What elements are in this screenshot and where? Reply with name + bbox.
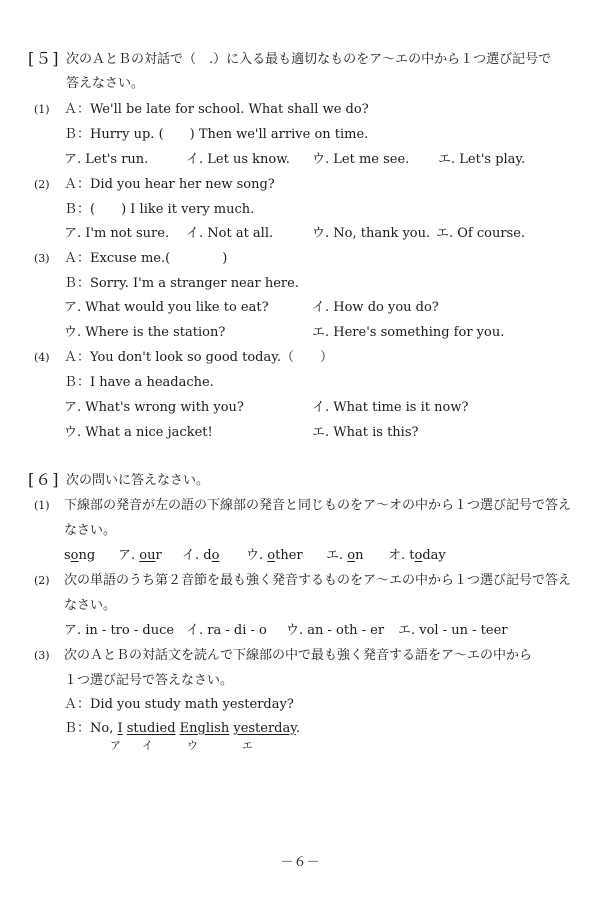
option: イ. ra - di - o <box>186 623 267 638</box>
question-number: (4) <box>34 351 50 364</box>
question-number: (2) <box>34 574 50 587</box>
dialogue-line-a: Ａ：Did you hear her new song? <box>64 177 275 192</box>
option: ウ. What a nice jacket! <box>64 425 213 440</box>
option: ウ. Let me see. <box>312 152 410 167</box>
dialogue-line-a: Ａ：Excuse me.( ) <box>64 251 228 266</box>
dialogue-line-b: Ｂ：Sorry. I'm a stranger near here. <box>64 276 299 291</box>
target-word: song <box>64 548 96 563</box>
question-number: (3) <box>34 252 50 265</box>
section5-instruction: 次のＡとＢの対話で（ .）に入る最も適切なものをア～エの中から１つ選び記号で <box>66 52 552 67</box>
option: エ. Here's something for you. <box>312 325 505 340</box>
question-text: 次の単語のうち第２音節を最も強く発音するものをア～エの中から１つ選び記号で答え <box>64 573 572 588</box>
word-yesterday: yesterday <box>233 721 296 736</box>
question-number: (3) <box>34 649 50 662</box>
section6-number: [６] <box>28 470 60 489</box>
question-text-cont: なさい。 <box>64 598 117 613</box>
dialogue-line-a: Ａ：We'll be late for school. What shall we do? <box>64 102 369 117</box>
kana-label: エ <box>242 739 253 752</box>
section6-instruction: 次の問いに答えなさい。 <box>66 473 210 488</box>
option: ウ. No, thank you. <box>312 226 431 241</box>
section5-number: [５] <box>28 49 60 68</box>
option: イ. Let us know. <box>186 152 290 167</box>
question-number: (1) <box>34 103 50 116</box>
dialogue-line-b: Ｂ：Hurry up. ( ) Then we'll arrive on time. <box>64 127 369 142</box>
option: ウ. an - oth - er <box>286 623 385 638</box>
question-text: 下線部の発音が左の語の下線部の発音と同じものをア～オの中から１つ選び記号で答え <box>64 498 572 513</box>
word-english: English <box>179 721 230 736</box>
question-number: (1) <box>34 499 50 512</box>
option: エ. Let's play. <box>438 152 526 167</box>
option: ア. our <box>118 548 162 563</box>
dialogue-line-b: Ｂ：I have a headache. <box>64 375 214 390</box>
option: エ. on <box>326 548 364 563</box>
option: エ. Of course. <box>436 226 526 241</box>
question-number: (2) <box>34 178 50 191</box>
question-text-cont: なさい。 <box>64 523 117 538</box>
page-number: －６－ <box>280 855 320 870</box>
dialogue-line-a: Ａ：You don't look so good today.（ ） <box>64 350 333 365</box>
option: ウ. other <box>246 548 303 563</box>
option: イ. What time is it now? <box>312 400 469 415</box>
kana-label: ア <box>110 739 121 752</box>
option: イ. How do you do? <box>312 300 439 315</box>
kana-label: ウ <box>187 739 198 752</box>
word-studied: studied <box>126 721 176 736</box>
option: イ. do <box>182 548 220 563</box>
option: ア. What would you like to eat? <box>64 300 269 315</box>
option: ア. What's wrong with you? <box>64 400 244 415</box>
kana-label: イ <box>142 739 153 752</box>
option: ア. I'm not sure. <box>64 226 170 241</box>
question-text: 次のＡとＢの対話文を読んで下線部の中で最も強く発音する語をア～エの中から <box>64 648 533 663</box>
word-i: I <box>117 721 123 736</box>
question-text-cont: １つ選び記号で答えなさい。 <box>64 673 234 688</box>
dialogue-line-b: Ｂ：No, I studied English yesterday. <box>64 721 301 736</box>
section5-instruction-cont: 答えなさい。 <box>66 76 145 91</box>
option: エ. What is this? <box>312 425 419 440</box>
option: オ. today <box>388 548 446 563</box>
dialogue-line-b: Ｂ：( ) I like it very much. <box>64 202 255 217</box>
option: ア. in - tro - duce <box>64 623 175 638</box>
dialogue-line-a: Ａ：Did you study math yesterday? <box>64 697 294 712</box>
option: ア. Let's run. <box>64 152 149 167</box>
option: ウ. Where is the station? <box>64 325 226 340</box>
option: イ. Not at all. <box>186 226 274 241</box>
option: エ. vol - un - teer <box>398 623 508 638</box>
